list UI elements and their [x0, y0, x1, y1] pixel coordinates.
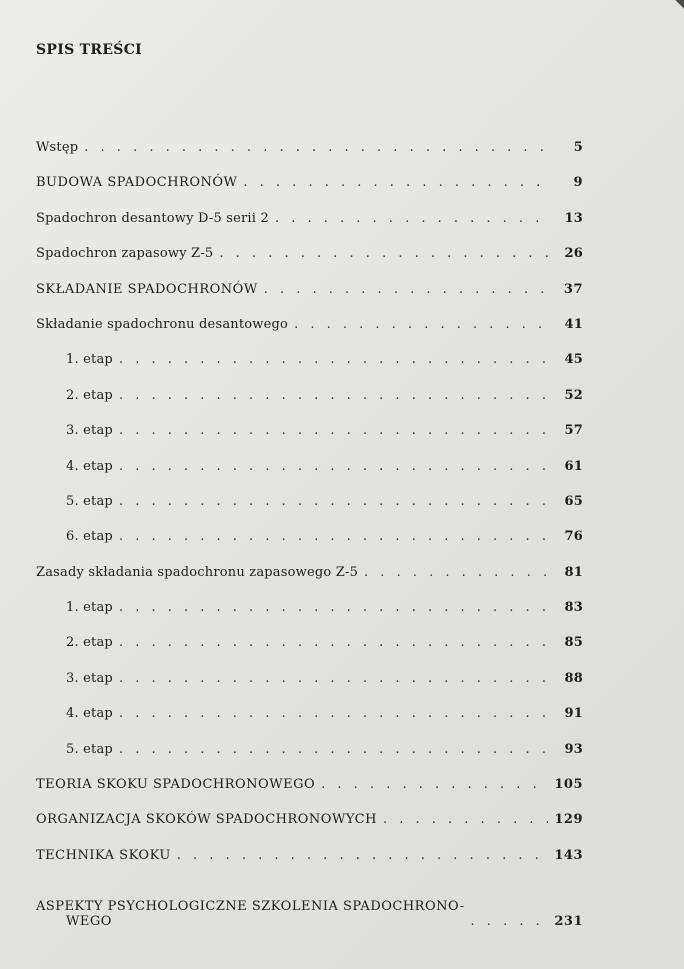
toc-entry: TECHNIKA SKOKU . . . 143 [36, 848, 583, 883]
toc-subentry: 5. etap . . . 93 [36, 742, 583, 777]
toc-entry: Składanie spadochronu desantowego . . . 41 [36, 317, 583, 352]
toc-entry: Zasady składania spadochronu zapasowego Z-5 . . . 81 [36, 565, 583, 600]
toc-entry: ORGANIZACJA SKOKÓW SPADOCHRONOWYCH . . . 129 [36, 812, 583, 847]
toc-subentry: 4. etap . . . 61 [36, 459, 583, 494]
toc-entry: SKŁADANIE SPADOCHRONÓW . . . 37 [36, 282, 583, 317]
toc-subentry: 3. etap . . . 57 [36, 423, 583, 458]
toc-subentry: 1. etap . . . 83 [36, 600, 583, 635]
table-of-contents [36, 140, 583, 929]
toc-entry: ASPEKTY PSYCHOLOGICZNE SZKOLENIA SPADOCHRONO- WEGO . . . 231 [36, 883, 583, 929]
toc-subentry: 3. etap . . . 88 [36, 671, 583, 706]
toc-entry: Wstęp . . . 5 [36, 140, 583, 175]
page-corner-shadow [673, 0, 684, 26]
toc-entry: Spadochron zapasowy Z-5 . . . 26 [36, 246, 583, 281]
toc-entry: TEORIA SKOKU SPADOCHRONOWEGO . . . 105 [36, 777, 583, 812]
toc-subentry: 2. etap . . . 52 [36, 388, 583, 423]
toc-subentry: 1. etap . . . 45 [36, 352, 583, 387]
page-title: SPIS TREŚCI [36, 42, 142, 58]
toc-subentry: 6. etap . . . 76 [36, 529, 583, 564]
toc-entry-line1: ASPEKTY PSYCHOLOGICZNE SZKOLENIA SPADOCHRONO- [36, 899, 465, 915]
toc-subentry: 5. etap . . . 65 [36, 494, 583, 529]
toc-entry: Spadochron desantowy D-5 serii 2 . . . 13 [36, 211, 583, 246]
toc-subentry: 2. etap . . . 85 [36, 635, 583, 670]
toc-subentry: 4. etap . . . 91 [36, 706, 583, 741]
toc-entry-line2: WEGO [66, 914, 112, 930]
toc-entry: BUDOWA SPADOCHRONÓW . . . 9 [36, 175, 583, 210]
